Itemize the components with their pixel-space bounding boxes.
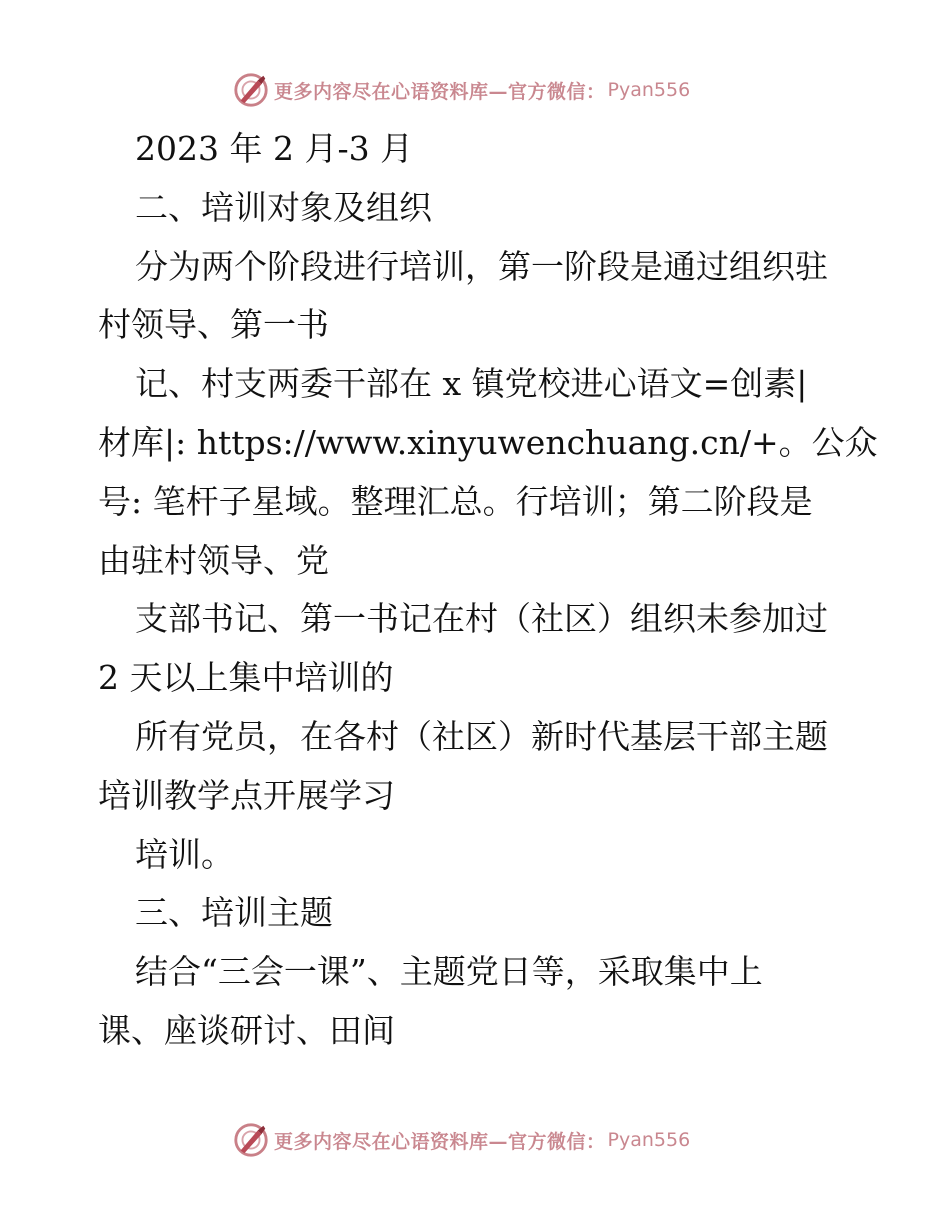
- watermark-text: 更多内容尽在心语资料库—官方微信：: [274, 80, 606, 103]
- text-line: 记、村支两委干部在 x 镇党校进心语文=创素|: [135, 364, 808, 404]
- text-line: 支部书记、第一书记在村（社区）组织未参加过: [135, 599, 828, 639]
- text-line: 培训。: [135, 834, 234, 874]
- text-line: 村领导、第一书: [98, 305, 329, 345]
- section-heading: 三、培训主题: [135, 893, 333, 933]
- header-watermark: [232, 70, 690, 110]
- text-line: 所有党员，在各村（社区）新时代基层干部主题: [135, 716, 828, 756]
- watermark-text: 更多内容尽在心语资料库—官方微信：: [274, 1130, 606, 1153]
- text-line: 课、座谈研讨、田间: [98, 1010, 395, 1050]
- text-line: 分为两个阶段进行培训，第一阶段是通过组织驻: [135, 246, 828, 286]
- watermark-contact: Pyan556: [607, 1129, 691, 1151]
- text-line: 由驻村领导、党: [98, 540, 329, 580]
- text-line: 结合“三会一课”、主题党日等，采取集中上: [135, 952, 763, 992]
- text-line: 培训教学点开展学习: [98, 775, 395, 815]
- pen-logo-icon: [232, 71, 270, 109]
- text-line: 2023 年 2 月-3 月: [135, 129, 414, 168]
- watermark-contact: Pyan556: [607, 79, 691, 101]
- pen-logo-icon: [232, 1121, 270, 1159]
- text-line: 2 天以上集中培训的: [98, 658, 394, 698]
- footer-watermark: [232, 1120, 690, 1160]
- text-line: 材库|: https://www.xinyuwenchuang.cn/+。公众: [98, 422, 878, 462]
- document-body: [98, 120, 878, 1061]
- section-heading: 二、培训对象及组织: [135, 187, 432, 227]
- text-line: 号: 笔杆子星域。整理汇总。行培训；第二阶段是: [98, 481, 813, 521]
